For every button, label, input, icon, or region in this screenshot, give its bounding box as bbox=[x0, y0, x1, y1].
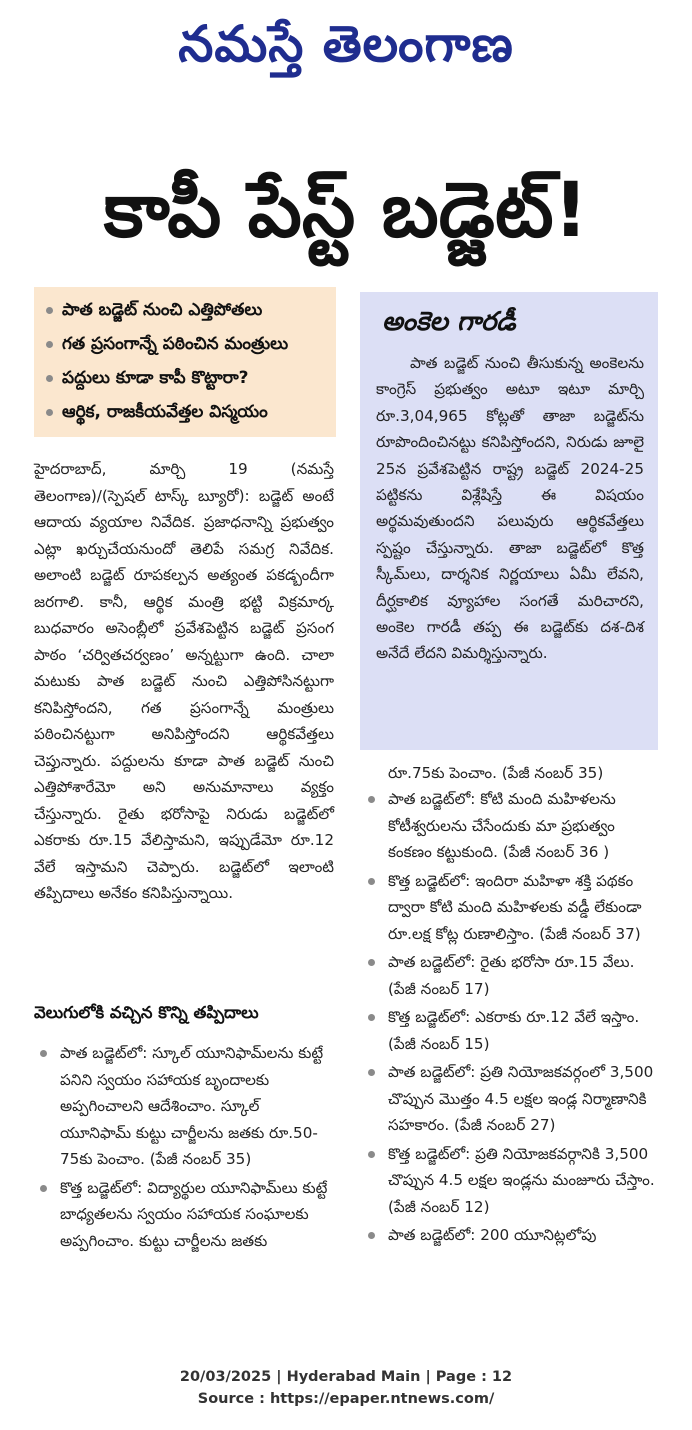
headline: కాపీ పేస్ట్ బడ్జెట్! bbox=[103, 165, 589, 254]
highlight-item: గత ప్రసంగాన్నే పఠించిన మంత్రులు bbox=[42, 327, 328, 361]
list-item: పాత బడ్జెట్‌లో: ప్రతి నియోజకవర్గంలో 3,500 చొప్పున మొత్తం 4.5 లక్షల ఇండ్ల నిర్మాణానికి సహకారం. (పేజీ నంబర్ 27) bbox=[362, 1059, 658, 1139]
highlight-item: ఆర్థిక, రాజకీయవేత్తల విస్మయం bbox=[42, 395, 328, 429]
list-item: కొత్త బడ్జెట్‌లో: విద్యార్థుల యూనిఫామ్‌లు కుట్టే బాధ్యతలను స్వయం సహాయక సంఘాలకు అప్పగించాం. కుట్టు చార్జీలను జతకు bbox=[34, 1175, 334, 1255]
list-item: పాత బడ్జెట్‌లో: రైతు భరోసా రూ.15 వేలు. (పేజీ నంబర్ 17) bbox=[362, 949, 658, 1002]
lead-paragraph: హైదరాబాద్, మార్చి 19 (నమస్తే తెలంగాణ)/(స్పెషల్ టాస్క్ బ్యూరో): బడ్జెట్ అంటే ఆదాయ వ్యయాల నివేదిక. ప్రజాధనాన్ని ప్రభుత్వం ఎట్లా ఖర్చుచేయనుందో తెలిపే సమగ్ర నివేదిక. అలాంటి బడ్జెట్ రూపకల్పన అత్యంత పకడ్బందీగా జరగాలి. కానీ, ఆర్థిక మంత్రి భట్టి విక్రమార్క బుధవారం అసెంబ్లీలో ప్రవేశపెట్టిన బడ్జెట్ ప్రసంగ పాఠం ‘చర్వితచర్వణం’ అన్నట్టుగా ఉంది. చాలా మటుకు పాత బడ్జెట్ నుంచి ఎత్తిపోసినట్టుగా కనిపిస్తోందని, గత ప్రసంగాన్నే మంత్రులు పఠించినట్టుగా అనిపిస్తోందని ఆర్థికవేత్తలు చెప్తున్నారు. పద్దులను కూడా పాత బడ్జెట్ నుంచి ఎత్తిపోశారేమో అని అనుమానాలు వ్యక్తం చేస్తున్నారు. రైతు భరోసాపై నిరుడు బడ్జెట్‌లో ఎకరాకు రూ.15 వేలిస్తామని, ఇప్పుడేమో రూ.12 వేలే ఇస్తామని చెప్పారు. బడ్జెట్‌లో ఇలాంటి తప్పిదాలు అనేకం కనిపిస్తున్నాయి. bbox=[34, 460, 334, 902]
highlights-box bbox=[34, 287, 336, 437]
highlight-item: పాత బడ్జెట్ నుంచి ఎత్తిపోతలు bbox=[42, 293, 328, 327]
list-item: కొత్త బడ్జెట్‌లో: ఇందిరా మహిళా శక్తి పథకం ద్వారా కోటి మంది మహిళలకు వడ్డీ లేకుండా రూ.లక్ష కోట్ల రుణాలిస్తాం. (పేజీ నంబర్ 37) bbox=[362, 868, 658, 948]
section-subhead: వెలుగులోకి వచ్చిన కొన్ని తప్పిదాలు bbox=[34, 1003, 259, 1022]
list-item: పాత బడ్జెట్‌లో: 200 యూనిట్లలోపు bbox=[362, 1222, 658, 1249]
sidebar-title: అంకెల గారడీ bbox=[382, 307, 516, 337]
sidebar-body: పాత బడ్జెట్ నుంచి తీసుకున్న అంకెలను కాంగ్రెస్ ప్రభుత్వం అటూ ఇటూ మార్చి రూ.3,04,965 కోట్లతో తాజా బడ్జెట్‌ను రూపొందించినట్టు కనిపిస్తోందని, నిరుడు జూలై 25న ప్రవేశపెట్టిన రాష్ట్ర బడ్జెట్ 2024-25 పట్టికను విశ్లేషిస్తే ఈ విషయం అర్థమవుతుందని పలువురు ఆర్థికవేత్తలు స్పష్టం చేస్తున్నారు. తాజా బడ్జెట్‌లో కొత్త స్కీమ్‌లు, దార్శనిక నిర్ణయాలు ఏమీ లేవని, దీర్ఘకాలిక వ్యూహాల సంగతే మరిచారని, అంకెల గారడీ తప్ప ఈ బడ్జెట్‌కు దశ-దిశ అనేదే లేదని విమర్శిస్తున్నారు. bbox=[376, 354, 644, 663]
list-item: పాత బడ్జెట్‌లో: కోటి మంది మహిళలను కోటీశ్వరులను చేసేందుకు మా ప్రభుత్వం కంకణం కట్టుకుంది. (పేజీ నంబర్ 36 ) bbox=[362, 786, 658, 866]
footer-date-edition: 20/03/2025 | Hyderabad Main | Page : 12 bbox=[179, 1369, 513, 1385]
continued-text: రూ.75కు పెంచాం. (పేజీ నంబర్ 35) bbox=[388, 764, 604, 782]
footer-source-link[interactable]: Source : https://epaper.ntnews.com/ bbox=[197, 1391, 495, 1407]
sidebar-box bbox=[360, 292, 658, 750]
highlight-item: పద్దులు కూడా కాపీ కొట్టారా? bbox=[42, 361, 328, 395]
right-bullet-list bbox=[362, 786, 658, 1251]
masthead-logo: నమస్తే తెలంగాణ bbox=[178, 14, 514, 73]
left-bullet-list bbox=[34, 1040, 334, 1256]
list-item: పాత బడ్జెట్‌లో: స్కూల్ యూనిఫామ్‌లను కుట్టే పనిని స్వయం సహాయక బృందాలకు అప్పగించాలని ఆదేశించాం. స్కూల్ యూనిఫామ్ కుట్టు చార్జీలను జతకు రూ.50-75కు పెంచాం. (పేజీ నంబర్ 35) bbox=[34, 1040, 334, 1173]
list-item: కొత్త బడ్జెట్‌లో: ఎకరాకు రూ.12 వేలే ఇస్తాం. (పేజీ నంబర్ 15) bbox=[362, 1004, 658, 1057]
page-footer bbox=[0, 1366, 692, 1410]
list-item: కొత్త బడ్జెట్‌లో: ప్రతి నియోజకవర్గానికి 3,500 చొప్పున 4.5 లక్షల ఇండ్లను మంజూరు చేస్తాం. (పేజీ నంబర్ 12) bbox=[362, 1141, 658, 1221]
